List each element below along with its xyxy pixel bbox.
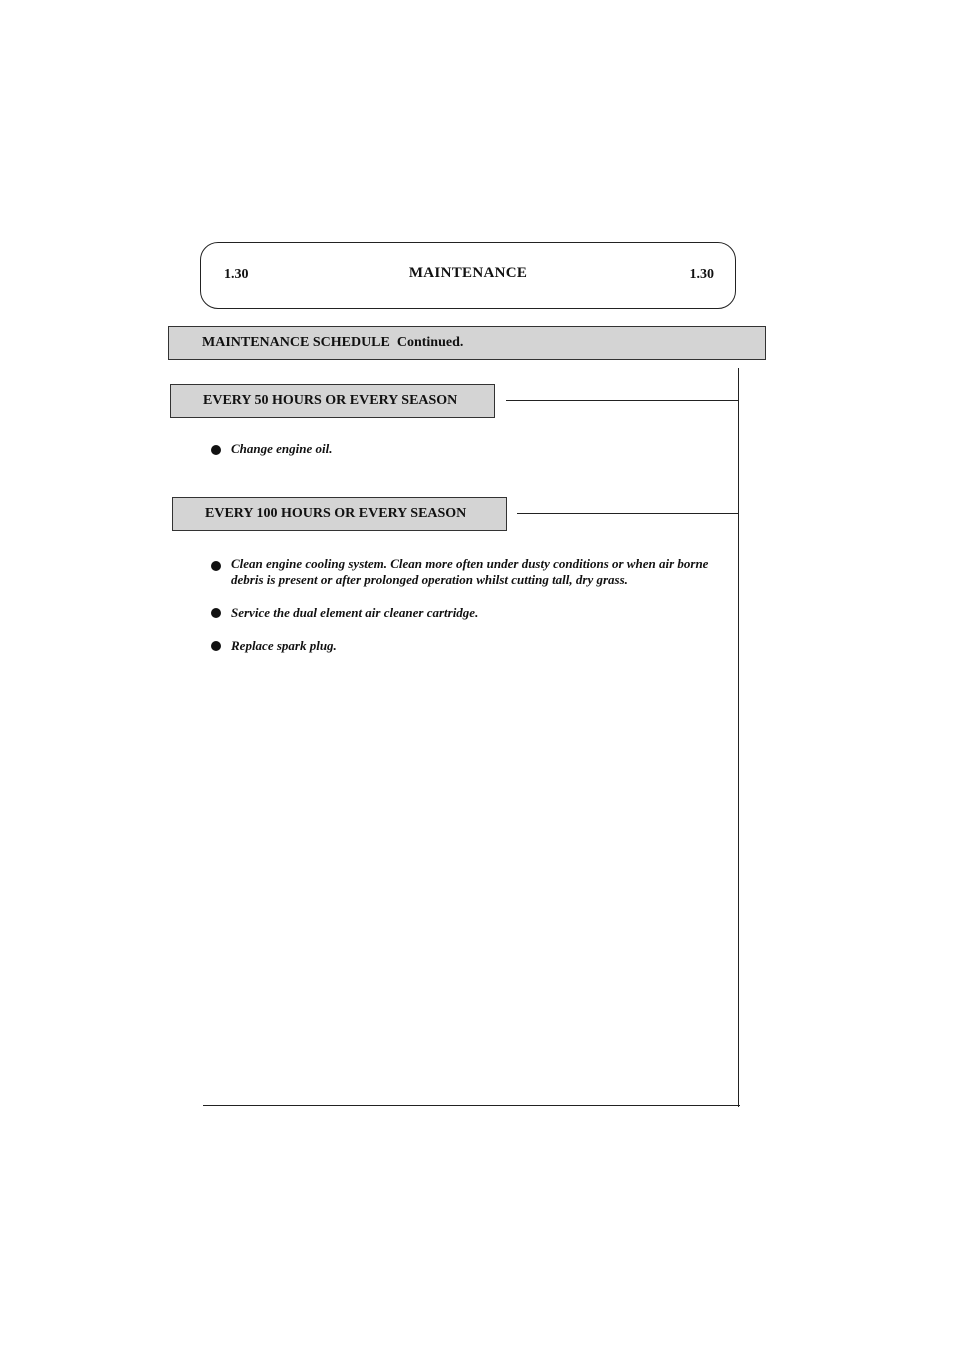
- schedule-banner: [168, 326, 766, 360]
- bullet-icon: [211, 445, 221, 455]
- list-item: Change engine oil.: [231, 441, 333, 456]
- section-number-right: 1.30: [689, 267, 714, 282]
- bullet-icon: [211, 608, 221, 618]
- bullet-icon: [211, 561, 221, 571]
- list-item: Replace spark plug.: [231, 638, 337, 653]
- section-number-left: 1.30: [224, 267, 249, 282]
- section-rule: [506, 400, 739, 401]
- banner-text: MAINTENANCE SCHEDULE Continued.: [202, 335, 464, 350]
- list-item: Clean engine cooling system. Clean more often under dusty conditions or when air borne debris is present or after prolonged operation whilst cutting tall, dry grass.: [231, 556, 709, 587]
- right-margin-rule: [738, 368, 739, 1107]
- section-rule: [517, 513, 739, 514]
- section-heading-50-hours: [170, 384, 495, 418]
- section-heading-100-hours: [172, 497, 507, 531]
- section-heading-text: EVERY 50 HOURS OR EVERY SEASON: [203, 393, 458, 408]
- list-item: Service the dual element air cleaner cartridge.: [231, 605, 479, 620]
- page-title: MAINTENANCE: [408, 265, 528, 281]
- section-heading-text: EVERY 100 HOURS OR EVERY SEASON: [205, 506, 467, 521]
- page-header: [200, 242, 736, 309]
- bullet-icon: [211, 641, 221, 651]
- bottom-rule: [203, 1105, 740, 1106]
